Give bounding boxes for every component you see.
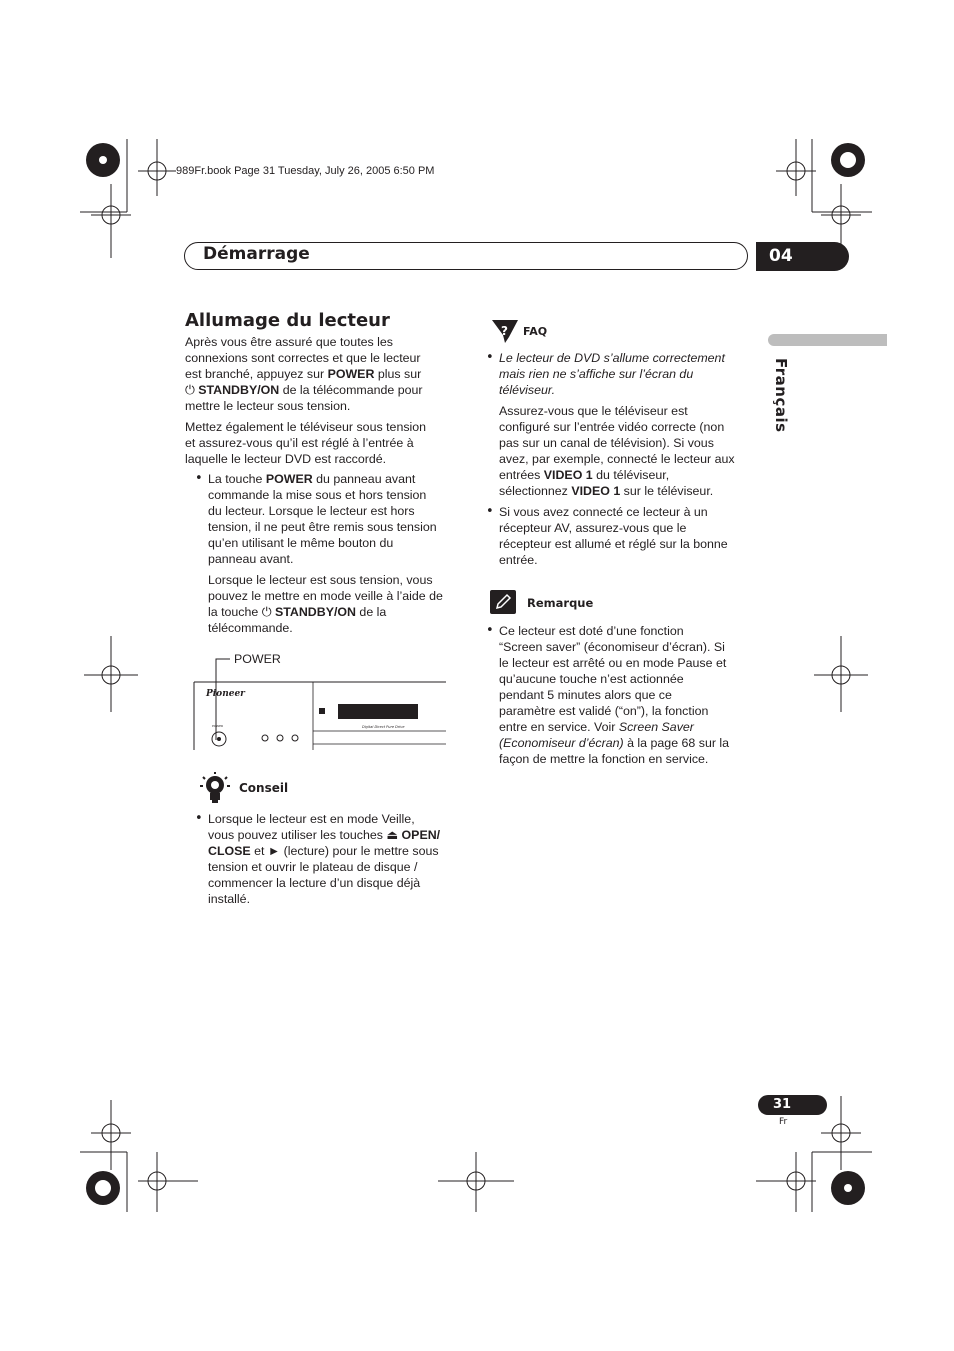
device-power-button-label: POWER [212,724,224,728]
tip-text: Lorsque le lecteur est en mode Veille, vous pouvez utiliser les touches ⏏ OPEN/ CLOSE et ► (lecture) pour le mettre sous tension et ouvrir le plateau de disque / commencer la lecture d’un disque déjà installé. [208,812,441,906]
faq-question: Le lecteur de DVD s’allume correctement mais rien ne s’affiche sur l’écran du téléviseur. [499,351,725,397]
device-display-text: Digital Direct Pure Drive [362,725,405,729]
tip-title: Conseil [239,781,289,795]
language-tab-bar [768,334,887,346]
dvd-player-illustration [190,652,450,752]
faq-answer: Assurez-vous que le téléviseur est configuré sur l’entrée vidéo correcte (non pas sur un canal de télévision). Si vous avez, par exemple, connecté le lecteur aux entrées VIDEO 1 du téléviseur, sélectionnez VIDEO 1 sur le téléviseur. [499,404,735,498]
lightbulb-icon [198,771,232,805]
device-brand: Pioneer [206,689,245,699]
standby-icon: ⏻ [261,605,275,619]
power-bullet: La touche POWER du panneau avant commande la mise sous et hors tension du lecteur. Lorsque le lecteur est hors tension, il ne peut être remis sous tension qu’en utilisant le même bouton du panneau avant. [208,472,437,566]
page-language-code: Fr [779,1117,788,1127]
tv-paragraph: Mettez également le téléviseur sous tension et assurez-vous qu’il est réglé à l’entrée à laquelle le lecteur DVD est raccordé. [185,420,427,466]
play-icon: ► [267,844,281,858]
bullet-dot: • [486,623,494,638]
faq-av-receiver: Si vous avez connecté ce lecteur à un récepteur AV, assurez-vous que le récepteur est allumé et réglé sur la bonne entrée. [499,505,728,567]
chapter-title: Démarrage [203,244,310,264]
section-title: Allumage du lecteur [185,310,390,331]
bullet-dot: • [486,504,494,519]
bullet-dot: • [486,350,494,365]
eject-icon: ⏏ [386,828,402,842]
standby-paragraph: Lorsque le lecteur est sous tension, vous pouvez le mettre en mode veille à l’aide de la touche ⏻ STANDBY/ON de la télécommande. [208,573,443,635]
svg-text:?: ? [501,324,508,338]
intro-paragraph: Après vous être assuré que toutes les connexions sont correctes et que le lecteur est branché, appuyez sur POWER plus sur ⏻ STANDBY/ON de la télécommande pour mettre le lecteur sous tension. [185,335,423,413]
file-header: 989Fr.book Page 31 Tuesday, July 26, 2005 6:50 PM [176,165,435,177]
note-text: Ce lecteur est doté d’une fonction “Screen saver” (économiseur d’écran). Si le lecteur est arrêté ou en mode Pause et qu’aucune touche n’est actionnée pendant 5 minutes alors que ce paramètre est validé (“on”), la fonction entre en service. Voir Screen Saver (Economiseur d’écran) à la page 68 sur la façon de mettre la fonction en service. [499,624,730,766]
page-number: 31 [758,1095,827,1115]
standby-icon: ⏻ [185,383,199,397]
bullet-dot: • [195,471,203,486]
note-title: Remarque [527,596,594,610]
faq-icon [490,317,520,345]
bullet-dot: • [195,811,203,826]
note-pencil-icon [490,590,516,614]
chapter-number: 04 [756,242,849,271]
faq-title: FAQ [523,325,548,338]
power-callout-label: POWER [234,652,281,666]
language-tab: Français [772,358,790,433]
